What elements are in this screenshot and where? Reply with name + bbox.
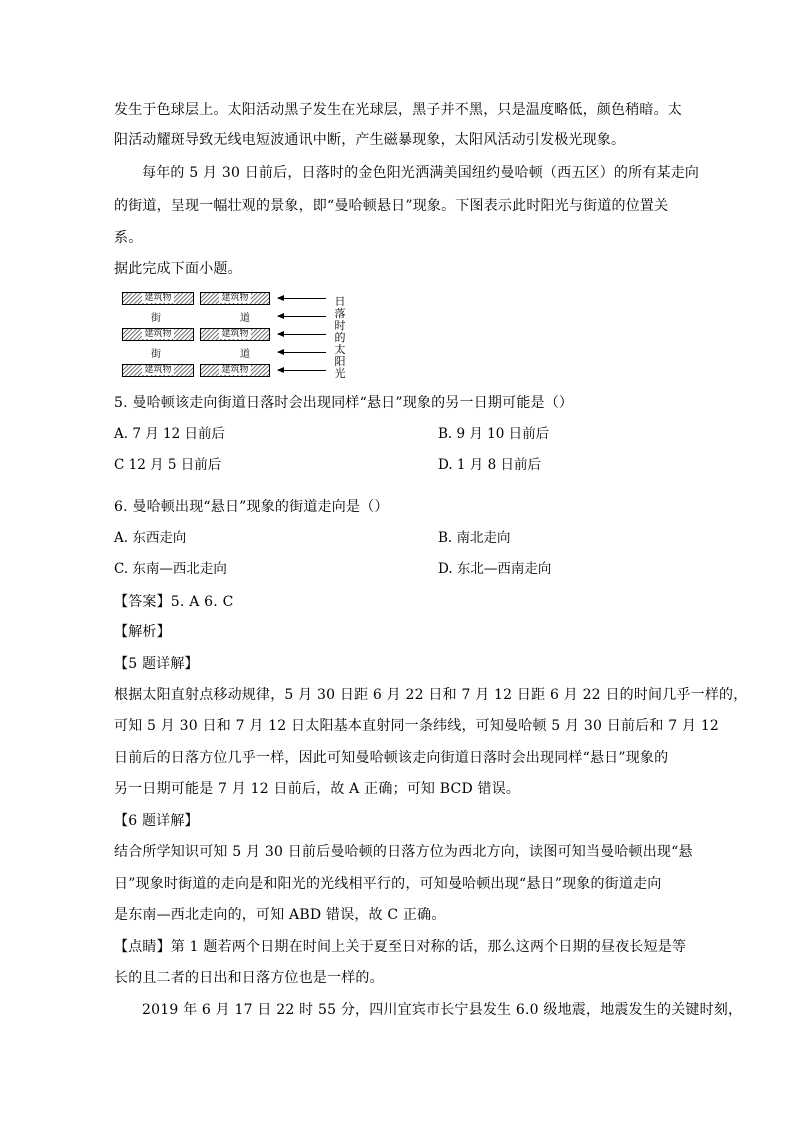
- building-6: 建筑物: [200, 364, 270, 377]
- street-label-right: 道: [240, 313, 250, 324]
- sun-ray-arrow-5: [278, 370, 326, 371]
- q5-option-d: D. 1 月 8 日前后: [438, 457, 541, 473]
- q6-option-a: A. 东西走向: [114, 530, 187, 546]
- q5-stem: 5. 曼哈顿该走向街道日落时会出现同样“悬日”现象的另一日期可能是（）: [114, 395, 574, 411]
- building-3: 建筑物: [122, 328, 194, 341]
- passage-line-3: 系。: [114, 230, 143, 246]
- sun-ray-arrow-4: [278, 352, 326, 353]
- building-5: 建筑物: [122, 364, 194, 377]
- q5-detail-line-2: 可知 5 月 30 日和 7 月 12 日太阳基本直射同一条纬线，可知曼哈顿 5 月 30 日前后和 7 月 12: [114, 718, 720, 734]
- building-2: 建筑物: [200, 292, 270, 305]
- tip-line-1: 【点睛】第 1 题若两个日期在时间上关于夏至日对称的话，那么这两个日期的昼夜长短是等: [114, 939, 687, 955]
- passage-line-1: 每年的 5 月 30 日前后，日落时的金色阳光洒满美国纽约曼哈顿（西五区）的所有某走向: [142, 165, 700, 181]
- q5-detail-line-1: 根据太阳直射点移动规律，5 月 30 日距 6 月 22 日和 7 月 12 日距 6 月 22 日的时间几乎一样的，: [114, 687, 748, 703]
- q5-detail-heading: 【5 题详解】: [114, 656, 199, 672]
- q6-detail-line-3: 是东南—西北走向的，可知 ABD 错误，故 C 正确。: [114, 907, 446, 923]
- building-4: 建筑物: [200, 328, 270, 341]
- q6-option-d: D. 东北—西南走向: [438, 561, 552, 577]
- q5-option-a: A. 7 月 12 日前后: [114, 426, 225, 442]
- next-question-line-1: 2019 年 6 月 17 日 22 时 55 分，四川宜宾市长宁县发生 6.0 级地震，地震发生的关键时刻，: [142, 1002, 743, 1018]
- street-label-left-2: 街: [151, 349, 161, 360]
- answer-line: 【答案】5. A 6. C: [114, 594, 234, 610]
- q5-detail-line-3: 日前后的日落方位几乎一样，因此可知曼哈顿该走向街道日落时会出现同样“悬日”现象的: [114, 750, 669, 766]
- building-1: 建筑物: [122, 292, 194, 305]
- q6-detail-heading: 【6 题详解】: [114, 813, 199, 829]
- q5-option-b: B. 9 月 10 日前后: [438, 426, 550, 442]
- q6-detail-line-1: 结合所学知识可知 5 月 30 日前后曼哈顿的日落方位为西北方向，读图可知当曼哈顿出现“悬: [114, 844, 693, 860]
- q6-detail-line-2: 日”现象时街道的走向是和阳光的光线相平行的，可知曼哈顿出现“悬日”现象的街道走向: [114, 876, 662, 892]
- q5-option-c: C 12 月 5 日前后: [114, 457, 222, 473]
- intro-line-2: 阳活动耀斑导致无线电短波通讯中断，产生磁暴现象，太阳风活动引发极光现象。: [114, 132, 626, 148]
- passage-instruction: 据此完成下面小题。: [114, 261, 242, 277]
- street-label-left: 街: [151, 313, 161, 324]
- sun-ray-arrow-1: [278, 298, 326, 299]
- sun-ray-arrow-3: [278, 334, 326, 335]
- q6-option-b: B. 南北走向: [438, 530, 511, 546]
- q6-stem: 6. 曼哈顿出现“悬日”现象的街道走向是（）: [114, 499, 389, 515]
- intro-line-1: 发生于色球层上。太阳活动黑子发生在光球层，黑子并不黑，只是温度略低，颜色稍暗。太: [114, 102, 682, 118]
- q6-option-c: C. 东南—西北走向: [114, 561, 227, 577]
- passage-line-2: 的街道，呈现一幅壮观的景象，即“曼哈顿悬日”现象。下图表示此时阳光与街道的位置关: [114, 198, 669, 214]
- q5-detail-line-4: 另一日期可能是 7 月 12 日前后，故 A 正确；可知 BCD 错误。: [114, 781, 521, 797]
- sunset-light-label: 日落时的太阳光: [334, 295, 346, 380]
- analysis-heading: 【解析】: [114, 624, 171, 640]
- tip-line-2: 长的且二者的日出和日落方位也是一样的。: [114, 970, 384, 986]
- street-label-right-2: 道: [240, 349, 250, 360]
- sun-ray-arrow-2: [278, 316, 326, 317]
